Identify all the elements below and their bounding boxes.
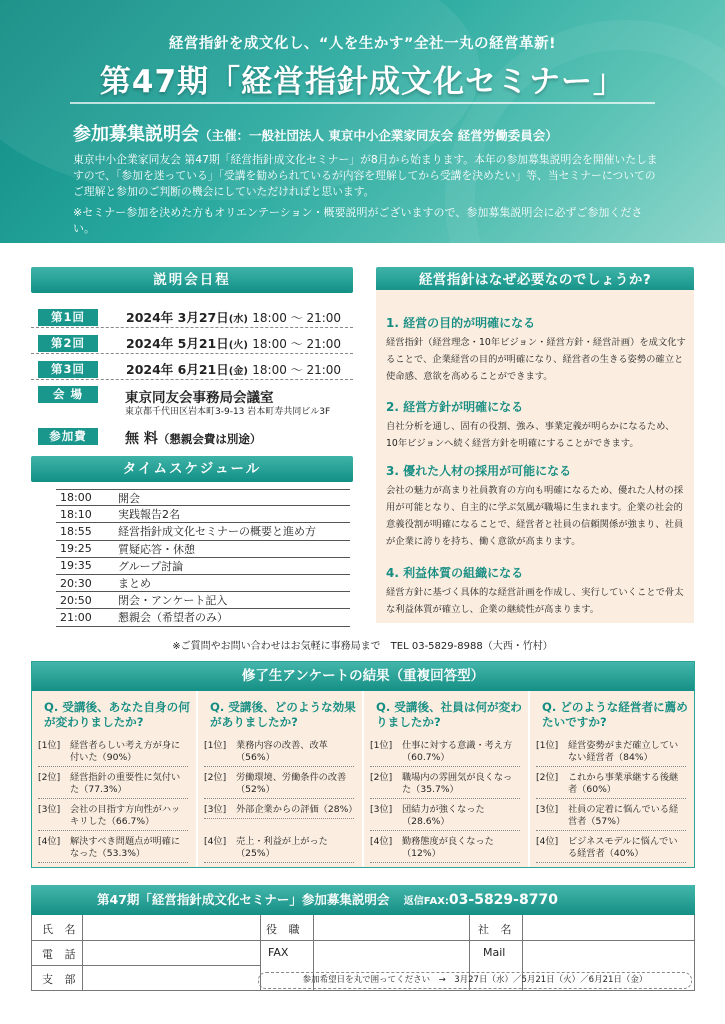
answer-text: 解決すべき問題点が明確になった（53.3%） [70, 836, 181, 859]
round-datetime [126, 360, 341, 378]
survey-answer [38, 740, 188, 767]
table-row [56, 506, 350, 523]
company-label: 社 名 [478, 923, 516, 936]
round-datetime [126, 334, 341, 352]
schedule-round-1 [31, 306, 353, 328]
answer-text: 団結力が強くなった（28.6%） [402, 804, 485, 827]
answer-text: 社員の定着に悩んでいる経営者（57%） [568, 804, 679, 827]
survey-answer [204, 740, 354, 767]
venue-name: 東京同友会事務局会議室 [125, 390, 274, 406]
fax-input[interactable] [314, 941, 469, 965]
fee-value [125, 428, 261, 448]
rank: [2位] [536, 772, 559, 783]
answer-text: 勤務態度が良くなった（12%） [402, 836, 494, 859]
rank: [1位] [204, 740, 227, 751]
survey-answer [536, 740, 686, 767]
mail-input[interactable] [523, 941, 694, 965]
branch-input[interactable] [83, 966, 260, 991]
rank: [3位] [204, 804, 227, 815]
why-item-body: 経営指針（経営理念・10年ビジョン・経営方針・経営計画）を成文化することで、企業経営の目的が明確になり、経営者の生きる姿勢の確立と使命感、意欲を高めることができます。 [386, 337, 686, 382]
survey-column-4 [530, 691, 694, 867]
preferred-dates[interactable]: 参加希望日を丸で囲ってください → 3月27日（水）／5月21日（火）／6月21日（金） [258, 972, 692, 989]
rank: [2位] [370, 772, 393, 783]
survey-answer [536, 772, 686, 799]
survey-answer [38, 804, 188, 831]
why-item-title: 3. 優れた人材の採用が可能になる [386, 464, 572, 478]
survey-question: Q. どのような経営者に薦めたいですか? [542, 700, 688, 729]
event-name: 参加募集説明会 [73, 124, 199, 145]
survey-answer [370, 740, 520, 767]
venue-label: 会 場 [38, 386, 98, 403]
why-item-body: 会社の魅力が高まり社員教育の方向も明確になるため、優れた人材の採用が可能となり、自主的に学ぶ気風が職場に生まれます。企業の社会的意義役割が明確になることで、経営者と社員の信頼関係が強まり、社員が企業に誇りを持ち、働く意欲が高まります。 [386, 485, 684, 547]
answer-text: 経営指針の重要性に気付いた（77.3%） [70, 772, 181, 795]
form-header [31, 885, 695, 915]
time-cell: 18:55 [60, 524, 92, 538]
round-time: 18:00 ～ 21:00 [252, 311, 342, 325]
answer-text: 売上・利益が上がった（25%） [236, 836, 328, 859]
fax-number: 03-5829-8770 [448, 892, 558, 908]
why-item-body: 自社分析を通し、固有の役割、強み、事業定義が明らかになるため、10年ビジョンへ続く経営方針を明確にすることができます。 [386, 421, 675, 449]
organizer: （主催：一般社団法人 東京中小企業家同友会 経営労働委員会） [199, 128, 558, 143]
round-date: 2024年 6月21日 [126, 362, 229, 377]
why-header: 経営指針はなぜ必要なのでしょうか? [376, 267, 694, 293]
survey-column-3 [364, 691, 530, 867]
table-row [56, 489, 350, 506]
intro-note: ※セミナー参加を決めた方もオリエンテーション・概要説明がございますので、参加募集説明会に必ずご参加ください。 [73, 206, 643, 235]
round-dow: (火) [228, 340, 248, 351]
answer-text: 会社の目指す方向性がハッキリした（66.7%） [70, 804, 181, 827]
item-cell: 開会 [118, 491, 140, 505]
time-cell: 18:10 [60, 507, 92, 521]
why-item-body: 経営方針に基づく具体的な経営計画を作成し、実行していくことで骨太な利益体質が確立し、企業の継続性が高まります。 [386, 587, 684, 615]
answer-text: 外部企業からの評価（28%） [236, 804, 358, 815]
mail-label: Mail [483, 946, 506, 959]
answer-text: これから事業承継する後継者（60%） [568, 772, 679, 795]
item-cell: 質疑応答・休憩 [118, 542, 195, 556]
round-dow: (金) [228, 366, 248, 377]
rank: [4位] [536, 836, 559, 847]
survey-answer [204, 772, 354, 799]
name-label: 氏 名 [42, 923, 80, 936]
item-cell: まとめ [118, 577, 151, 591]
position-input[interactable] [314, 915, 469, 940]
time-cell: 19:25 [60, 542, 92, 556]
answer-text: 経営姿勢がまだ確立していない経営者（84%） [568, 740, 679, 763]
schedule-header: 説明会日程 [31, 267, 353, 293]
fee-amount: 無 料 [125, 431, 158, 447]
survey-column-1 [32, 691, 198, 867]
why-panel [376, 290, 694, 623]
schedule-round-2 [31, 332, 353, 354]
survey-answer [204, 804, 358, 819]
rank: [3位] [370, 804, 393, 815]
round-datetime [126, 308, 341, 326]
survey-answer [38, 836, 188, 863]
rank: [1位] [38, 740, 61, 751]
timetable [56, 489, 350, 627]
name-input[interactable] [83, 915, 260, 940]
table-row [56, 575, 350, 592]
table-row [56, 592, 350, 609]
survey-answer [536, 804, 686, 831]
rank: [3位] [38, 804, 61, 815]
item-cell: 経営指針成文化セミナーの概要と進め方 [118, 525, 316, 539]
survey-answer [536, 836, 686, 863]
time-cell: 21:00 [60, 610, 92, 624]
item-cell: グループ討論 [118, 559, 184, 573]
round-label: 第1回 [38, 309, 98, 326]
contact-line: ※ご質問やお問い合わせはお気軽に事務局まで TEL 03-5829-8988（大西・竹村） [172, 641, 553, 652]
survey-panel [31, 661, 695, 868]
venue-address: 東京都千代田区岩本町3-9-13 岩本町寿共同ビル3F [125, 407, 331, 417]
rank: [2位] [204, 772, 227, 783]
item-cell: 実践報告2名 [118, 508, 180, 522]
form-title: 第47期「経営指針成文化セミナー」参加募集説明会 [97, 892, 390, 907]
intro-text: 東京中小企業家同友会 第47期「経営指針成文化セミナー」が8月から始まります。本年の参加募集説明会を開催いたしますので、「参加を迷っている」「受講を勧められているが内容を理解してから受講を決めたい」等、当セミナーについてのご理解と参加のご判断の機会にしていただければと思います。 [73, 153, 658, 198]
survey-answer [204, 836, 354, 863]
round-dow: (水) [228, 314, 248, 325]
table-row [56, 609, 350, 626]
time-cell: 19:35 [60, 559, 92, 573]
answer-text: 経営者らしい考え方が身に付いた（90%） [70, 740, 181, 763]
table-row [56, 558, 350, 575]
round-label: 第2回 [38, 335, 98, 352]
hero-title: 第47期「経営指針成文化セミナー」 [99, 64, 626, 100]
fax-label: 返信FAX: [403, 896, 449, 907]
round-time: 18:00 ～ 21:00 [252, 363, 342, 377]
timetable-header: タイムスケジュール [31, 456, 353, 482]
fee-note: （懇親会費は別途） [157, 432, 262, 446]
survey-column-2 [198, 691, 364, 867]
fax-field-label: FAX [268, 946, 289, 959]
survey-question: Q. 受講後、あなた自身の何が変わりましたか? [44, 700, 190, 729]
answer-text: 仕事に対する意識・考え方（60.7%） [402, 740, 513, 763]
item-cell: 懇親会（希望者のみ） [118, 611, 228, 625]
rank: [2位] [38, 772, 61, 783]
event-heading [73, 120, 558, 146]
rank: [1位] [370, 740, 393, 751]
round-time: 18:00 ～ 21:00 [252, 337, 342, 351]
rank: [4位] [204, 836, 227, 847]
survey-header: 修了生アンケートの結果（重複回答型） [32, 662, 694, 691]
answer-text: 業務内容の改善、改革（56%） [236, 740, 328, 763]
why-item-title: 1. 経営の目的が明確になる [386, 316, 536, 330]
round-date: 2024年 3月27日 [126, 310, 229, 325]
fee-label: 参加費 [38, 428, 98, 445]
rank: [4位] [38, 836, 61, 847]
table-row [56, 541, 350, 558]
table-row [56, 523, 350, 540]
why-item-title: 4. 利益体質の組織になる [386, 566, 524, 580]
branch-label: 支 部 [42, 973, 80, 986]
answer-text: 労働環境、労働条件の改善（52%） [236, 772, 347, 795]
time-cell: 20:50 [60, 593, 92, 607]
answer-text: ビジネスモデルに悩んでいる経営者（40%） [568, 836, 678, 859]
answer-text: 職場内の雰囲気が良くなった（35.7%） [402, 772, 513, 795]
survey-answer [38, 772, 188, 799]
why-item-title: 2. 経営方針が明確になる [386, 400, 524, 414]
round-date: 2024年 5月21日 [126, 336, 229, 351]
survey-answer [370, 772, 520, 799]
rank: [1位] [536, 740, 559, 751]
survey-question: Q. 受講後、どのような効果がありましたか? [210, 700, 356, 729]
rank: [3位] [536, 804, 559, 815]
hero-subtitle: 経営指針を成文化し、“人を生かす”全社一丸の経営革新! [168, 36, 557, 52]
phone-label: 電 話 [42, 948, 80, 961]
phone-input[interactable] [83, 941, 260, 965]
time-cell: 20:30 [60, 576, 92, 590]
survey-answer [370, 804, 520, 831]
position-label: 役 職 [266, 923, 304, 936]
survey-question: Q. 受講後、社員は何が変わりましたか? [376, 700, 522, 729]
time-cell: 18:00 [60, 491, 92, 505]
company-input[interactable] [523, 915, 694, 940]
survey-answer [370, 836, 520, 863]
schedule-round-3 [31, 358, 353, 380]
rank: [4位] [370, 836, 393, 847]
item-cell: 閉会・アンケート記入 [118, 594, 228, 608]
hero-divider [70, 102, 655, 104]
round-label: 第3回 [38, 361, 98, 378]
hero-banner [0, 0, 725, 243]
